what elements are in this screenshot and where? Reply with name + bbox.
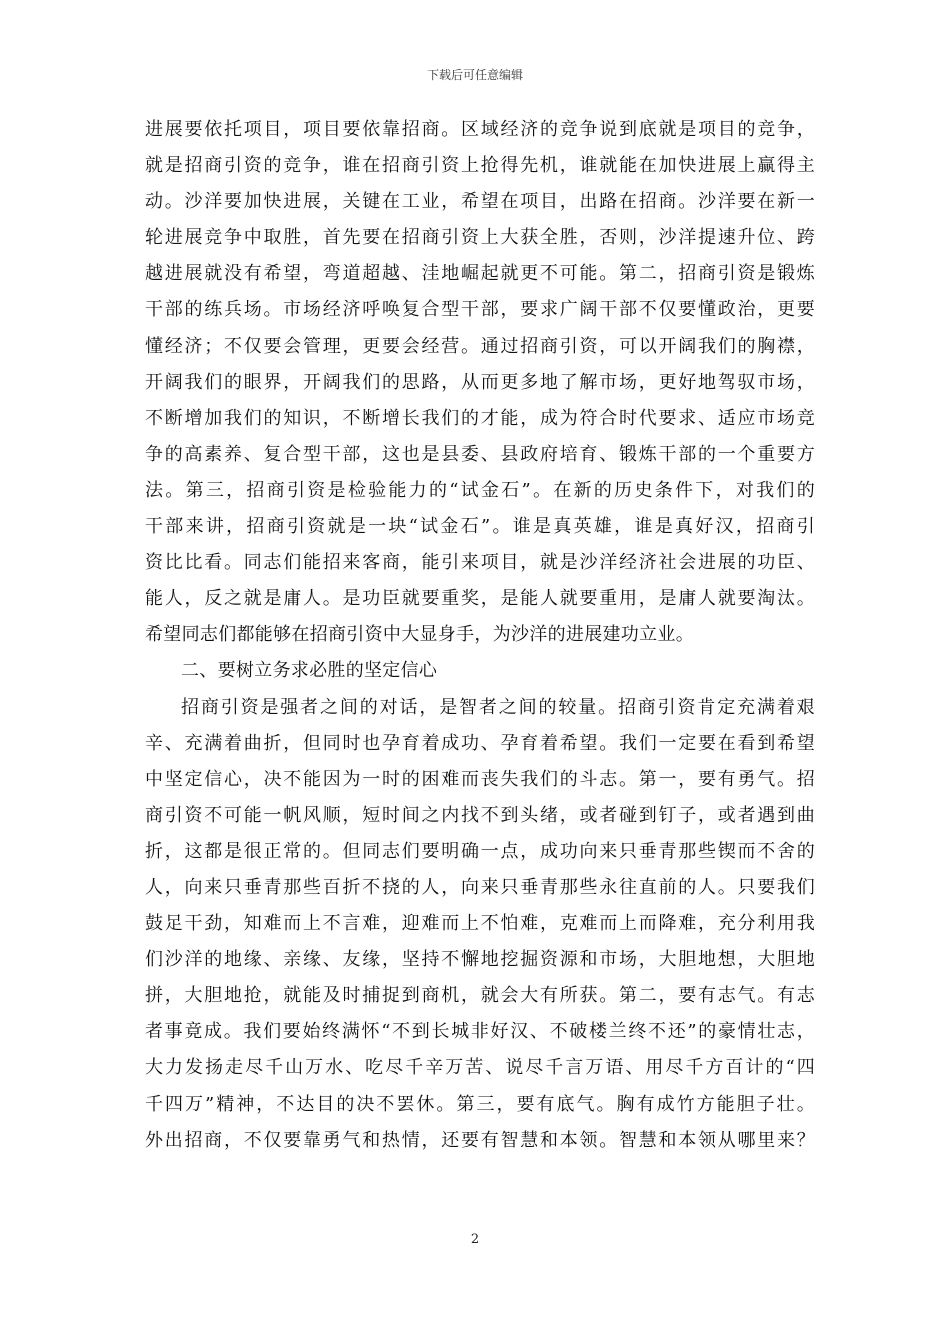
text-line: 鼓足干劲，知难而上不言难，迎难而上不怕难，克难而上而降难，充分利用我 xyxy=(145,913,815,935)
document-body xyxy=(145,112,815,1159)
text-line: 外出招商，不仅要靠勇气和热情，还要有智慧和本领。智慧和本领从哪里来？ xyxy=(145,1129,815,1151)
text-line: 轮进展竞争中取胜，首先要在招商引资上大获全胜，否则，沙洋提速升位、跨 xyxy=(145,227,815,249)
text-line: 干部的练兵场。市场经济呼唤复合型干部，要求广阔干部不仅要懂政治，更要 xyxy=(145,299,815,321)
text-line: 商引资不可能一帆风顺，短时间之内找不到头绪，或者碰到钉子，或者遇到曲 xyxy=(145,804,815,826)
text-line: 人，向来只垂青那些百折不挠的人，向来只垂青那些永往直前的人。只要我们 xyxy=(145,876,815,898)
text-line: 争的高素养、复合型干部，这也是县委、县政府培育、锻炼干部的一个重要方 xyxy=(145,443,815,465)
text-line: 辛、充满着曲折，但同时也孕育着成功、孕育着希望。我们一定要在看到希望 xyxy=(145,732,815,754)
paragraph xyxy=(145,690,815,1159)
text-line: 折，这都是很正常的。但同志们要明确一点，成功向来只垂青那些锲而不舍的 xyxy=(145,840,815,862)
page-number: 2 xyxy=(470,1232,480,1247)
text-line: 拼，大胆地抢，就能及时捕捉到商机，就会大有所获。第二，要有志气。有志 xyxy=(145,985,815,1007)
text-line: 进展要依托项目，项目要依靠招商。区域经济的竞争说到底就是项目的竞争， xyxy=(145,119,815,140)
text-line: 资比比看。同志们能招来客商，能引来项目，就是沙洋经济社会进展的功臣、 xyxy=(145,552,815,574)
text-line: 招商引资是强者之间的对话，是智者之间的较量。招商引资肯定充满着艰 xyxy=(181,696,815,718)
text-line: 希望同志们都能够在招商引资中大显身手，为沙洋的进展建功立业。 xyxy=(145,624,694,646)
text-line: 能人，反之就是庸人。是功臣就要重奖，是能人就要重用，是庸人就要淘汰。 xyxy=(145,588,815,610)
text-line: 干部来讲，招商引资就是一块“试金石”。谁是真英雄，谁是真好汉，招商引 xyxy=(145,516,815,538)
text-line: 者事竟成。我们要始终满怀“不到长城非好汉、不破楼兰终不还”的豪情壮志， xyxy=(145,1021,815,1043)
paragraph xyxy=(145,112,815,653)
text-line: 千四万”精神，不达目的决不罢休。第三，要有底气。胸有成竹方能胆子壮。 xyxy=(145,1093,815,1115)
text-line: 们沙洋的地缘、亲缘、友缘，坚持不懈地挖掘资源和市场，大胆地想，大胆地 xyxy=(145,949,815,971)
text-line: 越进展就没有希望，弯道超越、洼地崛起就更不可能。第二，招商引资是锻炼 xyxy=(145,263,815,285)
text-line: 懂经济；不仅要会管理，更要会经营。通过招商引资，可以开阔我们的胸襟， xyxy=(145,335,815,357)
text-line: 大力发扬走尽千山万水、吃尽千辛万苦、说尽千言万语、用尽千方百计的“四 xyxy=(145,1057,815,1079)
text-line: 不断增加我们的知识，不断增长我们的才能，成为符合时代要求、适应市场竞 xyxy=(145,407,815,429)
text-line: 中坚定信心，决不能因为一时的困难而丧失我们的斗志。第一，要有勇气。招 xyxy=(145,768,815,790)
text-line: 开阔我们的眼界，开阔我们的思路，从而更多地了解市场，更好地驾驭市场， xyxy=(145,371,815,393)
page-header: 下载后可任意编辑 xyxy=(426,68,523,82)
text-line: 动。沙洋要加快进展，关键在工业，希望在项目，出路在招商。沙洋要在新一 xyxy=(145,191,815,213)
text-line: 就是招商引资的竞争，谁在招商引资上抢得先机，谁就能在加快进展上赢得主 xyxy=(145,155,815,177)
section-heading: 二、要树立务求必胜的坚定信心 xyxy=(181,660,438,682)
text-line: 法。第三，招商引资是检验能力的“试金石”。在新的历史条件下，对我们的 xyxy=(145,479,815,501)
